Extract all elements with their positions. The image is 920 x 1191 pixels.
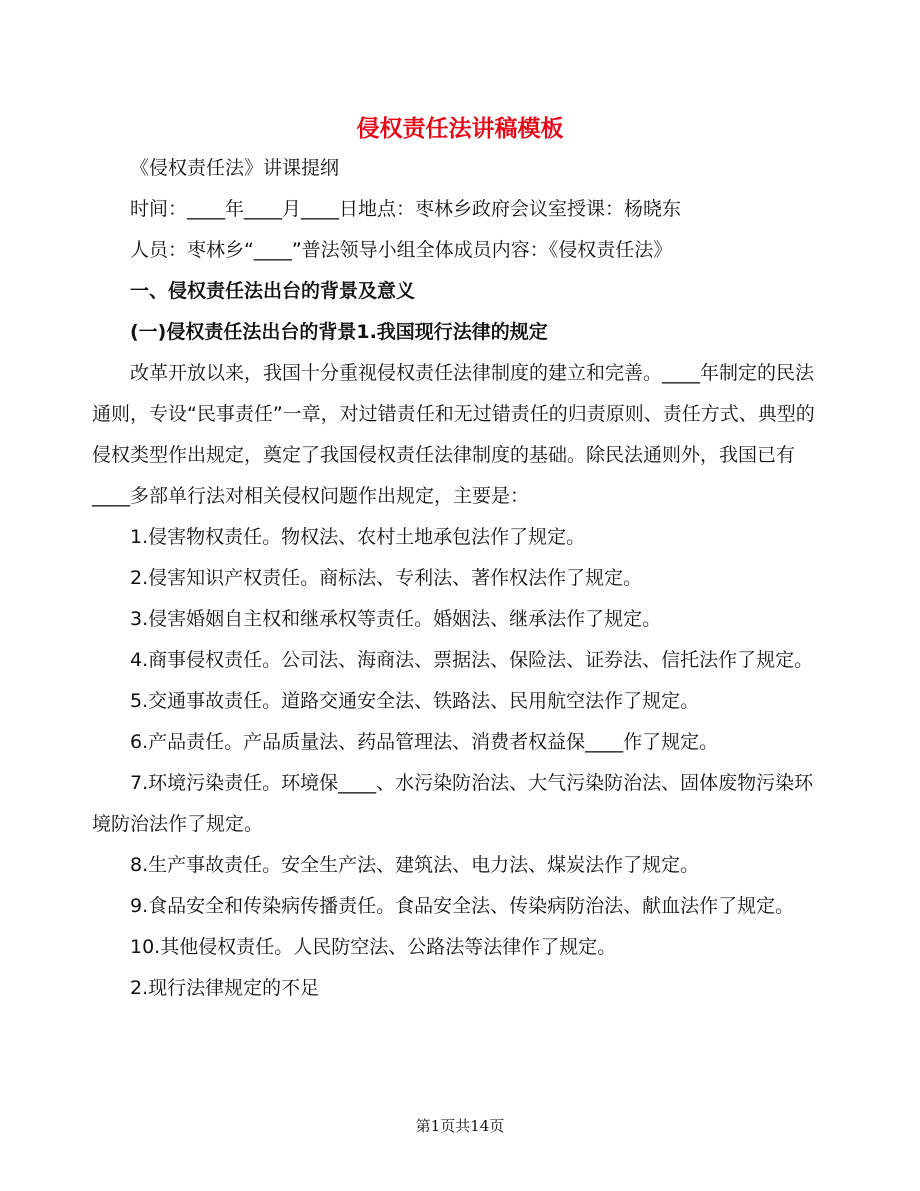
paragraph: 2.现行法律规定的不足	[130, 977, 320, 999]
list-item: 2.侵害知识产权责任。商标法、专利法、著作权法作了规定。	[130, 567, 643, 589]
paragraph: 时间：____年____月____日地点：枣林乡政府会议室授课：杨晓东	[130, 198, 682, 220]
list-item: 4.商事侵权责任。公司法、海商法、票据法、保险法、证券法、信托法作了规定。	[130, 649, 814, 671]
page-footer: 第1页共14页	[415, 1117, 505, 1135]
section-heading: (一)侵权责任法出台的背景1.我国现行法律的规定	[130, 321, 548, 343]
list-item: 7.环境污染责任。环境保____、水污染防治法、大气污染防治法、固体废物污染环境防治法作了规定。	[92, 772, 814, 835]
document-body	[92, 148, 824, 1009]
paragraph: 《侵权责任法》讲课提纲	[130, 157, 340, 179]
list-item: 6.产品责任。产品质量法、药品管理法、消费者权益保____作了规定。	[130, 731, 719, 753]
list-item: 3.侵害婚姻自主权和继承权等责任。婚姻法、继承法作了规定。	[130, 608, 662, 630]
list-item: 1.侵害物权责任。物权法、农村土地承包法作了规定。	[130, 526, 586, 548]
list-item: 5.交通事故责任。道路交通安全法、铁路法、民用航空法作了规定。	[130, 690, 700, 712]
list-item: 9.食品安全和传染病传播责任。食品安全法、传染病防治法、献血法作了规定。	[130, 895, 795, 917]
list-item: 10.其他侵权责任。人民防空法、公路法等法律作了规定。	[130, 936, 617, 958]
document-title: 侵权责任法讲稿模板	[356, 116, 564, 142]
section-heading: 一、侵权责任法出台的背景及意义	[130, 280, 416, 302]
list-item: 8.生产事故责任。安全生产法、建筑法、电力法、煤炭法作了规定。	[130, 854, 700, 876]
paragraph: 改革开放以来，我国十分重视侵权责任法律制度的建立和完善。____年制定的民法通则，专设“民事责任”一章，对过错责任和无过错责任的归责原则、责任方式、典型的侵权类型作出规定，奠定了我国侵权责任法律制度的基础。除民法通则外，我国已有____多部单行法对相关侵权问题作出规定，主要是：	[92, 362, 815, 507]
paragraph: 人员：枣林乡“____”普法领导小组全体成员内容：《侵权责任法》	[130, 239, 673, 261]
